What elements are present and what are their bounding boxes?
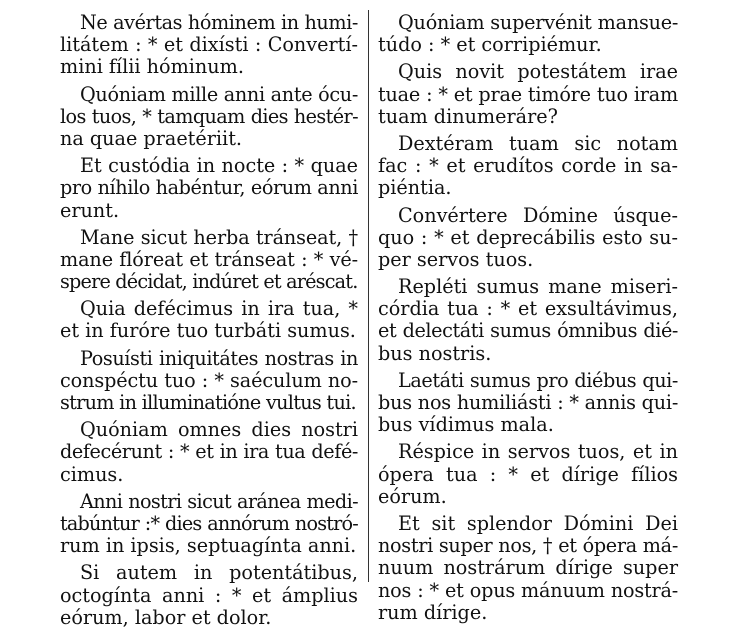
verse-line: ópera tua : * et dírige fílios: [378, 462, 678, 486]
verse: [378, 370, 678, 437]
verse-line: los tuos, * tamquam dies hestér-: [60, 104, 358, 128]
verse-line: tabúntur :* dies annórum nostró-: [60, 511, 358, 535]
verse: [60, 227, 358, 294]
verse: [378, 133, 678, 200]
verse: [60, 562, 358, 629]
verse-line: Et sit splendor Dómini Dei: [398, 511, 678, 535]
verse-line: eórum.: [378, 484, 447, 508]
verse: [378, 205, 678, 272]
verse: [60, 298, 358, 342]
verse-line: Réspice in servos tuos, et in: [398, 440, 678, 464]
verse-line: mane flóreat et tránseat : * vé-: [60, 247, 358, 271]
column-divider: [368, 10, 369, 582]
verse: [60, 419, 358, 486]
right-column: [378, 12, 678, 629]
verse-line: fac : * et erudítos corde in sa-: [378, 154, 678, 178]
verse-line: nuum nostrárum dírige super: [378, 556, 678, 580]
verse-line: rum dírige.: [378, 600, 488, 624]
verse-line: Laetáti sumus pro diébus qui-: [398, 368, 678, 392]
verse-line: piéntia.: [378, 176, 452, 200]
verse: [60, 155, 358, 222]
verse: [60, 84, 358, 151]
verse-line: octogínta anni : * et ámplius: [60, 583, 358, 607]
verse-line: Si autem in potentátibus,: [80, 561, 358, 585]
verse-line: Convértere Dómine úsque-: [398, 203, 678, 227]
verse: [378, 12, 678, 56]
verse-line: litátem : * et dixísti : Convertí-: [60, 33, 358, 57]
verse: [60, 491, 358, 558]
verse-line: Anni nostri sicut aránea medi-: [80, 489, 358, 513]
verse-line: tuae : * et prae timóre tuo iram: [378, 82, 678, 106]
verse-line: tuam dinumeráre?: [378, 104, 558, 128]
verse-line: bus nos humiliásti : * annis qui-: [378, 391, 679, 414]
left-column: [60, 12, 358, 634]
verse-line: bus nostris.: [378, 341, 492, 365]
verse-line: Repléti sumus mane miseri-: [398, 275, 678, 299]
verse-line: spere décidat, indúret et aréscat.: [60, 270, 358, 294]
verse-line: Quóniam supervénit mansue-: [398, 11, 679, 34]
verse-line: Quis novit potestátem irae: [398, 60, 678, 84]
verse-line: defecérunt : * et in ira tua defé-: [60, 440, 358, 464]
verse-line: Posuísti iniquitátes nostras in: [80, 346, 358, 370]
verse-line: na quae praetériit.: [60, 126, 243, 150]
verse-line: strum in illuminatióne vultus tui.: [60, 391, 356, 414]
verse-line: nostri super nos, † et ópera má-: [378, 534, 678, 558]
verse-line: Et custódia in nocte : * quae: [80, 154, 358, 178]
verse-line: Mane sicut herba tránseat, †: [80, 225, 358, 249]
verse: [378, 276, 678, 365]
verse-line: quo : * et deprecábilis esto su-: [378, 225, 678, 249]
verse-line: nos : * et opus mánuum nostrá-: [378, 578, 678, 602]
verse-line: Quóniam mille anni ante ócu-: [80, 82, 359, 106]
verse-line: córdia tua : * et exsultávimus,: [378, 297, 678, 321]
verse: [378, 513, 678, 624]
verse: [378, 441, 678, 508]
verse: [378, 61, 678, 128]
verse-line: bus vídimus mala.: [378, 413, 554, 437]
verse-line: Ne avértas hóminem in humi-: [80, 11, 358, 34]
verse-line: conspéctu tuo : * saéculum no-: [60, 368, 358, 392]
verse-line: mini fílii hóminum.: [60, 55, 244, 79]
verse-line: per servos tuos.: [378, 247, 534, 271]
verse-line: et in furóre tuo turbáti sumus.: [60, 319, 356, 343]
verse-line: erunt.: [60, 198, 120, 222]
verse-line: Quia defécimus in ira tua, *: [80, 297, 358, 321]
verse: [60, 12, 358, 79]
verse-line: Dextéram tuam sic notam: [398, 131, 678, 155]
verse-line: túdo : * et corripiémur.: [378, 33, 602, 57]
verse-line: eórum, labor et dolor.: [60, 605, 272, 629]
verse-line: pro níhilo habéntur, eórum anni: [60, 176, 358, 200]
verse-line: rum in ipsis, septuagínta anni.: [60, 534, 357, 558]
verse: [60, 348, 358, 415]
verse-line: Quóniam omnes dies nostri: [80, 418, 358, 442]
verse-line: et delectáti sumus ómnibus dié-: [378, 319, 678, 343]
verse-line: cimus.: [60, 462, 124, 486]
